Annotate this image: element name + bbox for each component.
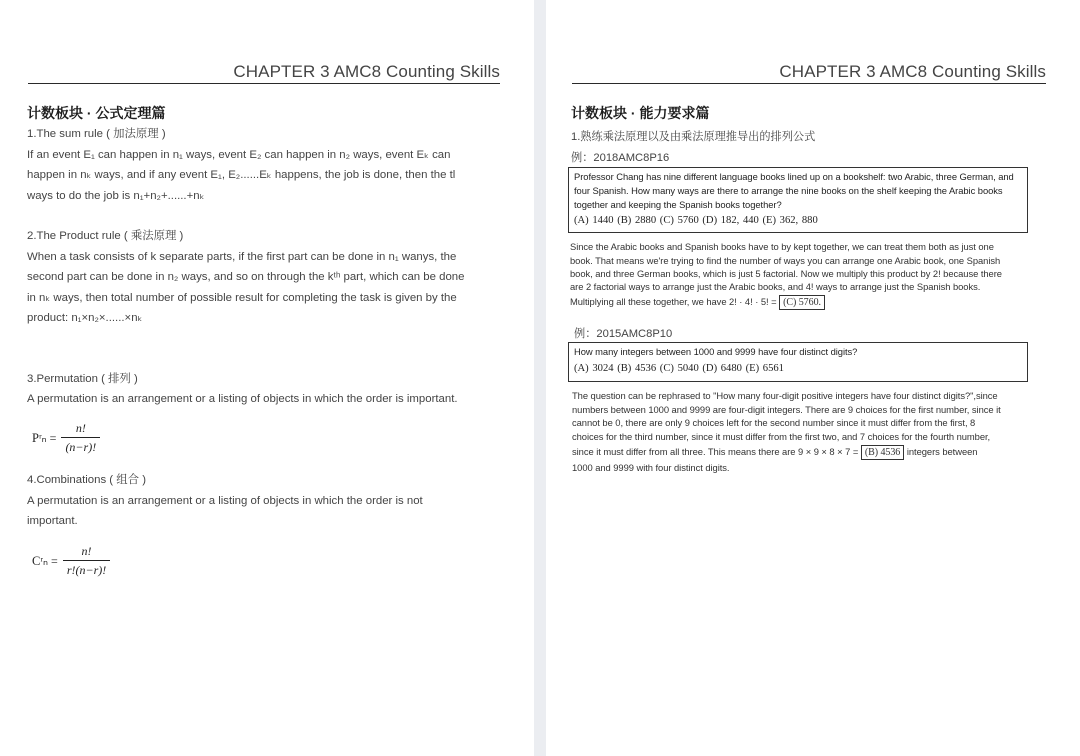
example-label: 例：2018AMC8P16 — [571, 152, 670, 164]
problem-line: Professor Chang has nine different language books lined up on a bookshelf: two Arabic, three German, and — [574, 171, 1014, 182]
problem-line: four Spanish. How many ways are there to arrange the nine books on the shelf keeping the Arabic books — [574, 185, 1003, 196]
sum-rule-line: ways to do the job is n₁+n₂+......+nₖ — [27, 190, 205, 202]
solution-text: Multiplying all these together, we have 2! · 4! · 5! = — [570, 296, 777, 307]
chapter-header: CHAPTER 3 AMC8 Counting Skills — [779, 62, 1046, 81]
product-rule-line: When a task consists of k separate parts, if the first part can be done in n₁ wanys, the — [27, 251, 457, 263]
solution-line: book, and three German books, which is just 5 factorial. Now we multiply this product by 2! because there — [570, 268, 1002, 279]
equals-sign: = — [51, 553, 58, 568]
sum-rule-heading: 1.The sum rule ( 加法原理 ) — [27, 128, 166, 140]
denominator: (n−r)! — [61, 437, 100, 455]
solution-line: cannot be 0, there are only 9 choices left for the second number since it must differ from the first, 8 — [572, 417, 976, 428]
boxed-answer: (B) 4536 — [861, 445, 904, 460]
solution-line: choices for the third number, since it must differ from the first two, and 7 choices for the fourth number, — [572, 431, 991, 442]
solution-line: The question can be rephrased to "How many four-digit positive integers have four distinct digits?",since — [572, 390, 998, 401]
product-rule-heading: 2.The Product rule ( 乘法原理 ) — [27, 230, 184, 242]
permutation-formula — [32, 421, 100, 455]
sum-rule-line: If an event E₁ can happen in n₁ ways, event E₂ can happen in n₂ ways, event Eₖ can — [27, 149, 451, 161]
boxed-answer: (C) 5760. — [779, 295, 825, 310]
problem-line: How many integers between 1000 and 9999 have four distinct digits? — [574, 346, 858, 357]
sum-rule-line: happen in nₖ ways, and if any event E₁, E₂......Eₖ happens, the job is done, then the tl — [27, 169, 456, 181]
combinations-definition: A permutation is an arrangement or a listing of objects in which the order is not — [27, 495, 423, 507]
numerator: n! — [75, 421, 86, 435]
combinations-definition: important. — [27, 515, 78, 527]
section-title: 计数板块 · 公式定理篇 — [27, 105, 166, 121]
solution-text: since it must differ from all three. This means there are 9 × 9 × 8 × 7 = — [572, 446, 859, 457]
combinations-heading: 4.Combinations ( 组合 ) — [27, 474, 147, 486]
product-rule-line: second part can be done in n₂ ways, and so on through the kᵗʰ part, which can be done — [27, 271, 465, 283]
problem-line: together and keeping the Spanish books together? — [574, 199, 782, 210]
problem-box — [568, 167, 1028, 233]
combination-formula — [32, 544, 110, 578]
header-rule — [572, 83, 1046, 84]
chapter-header: CHAPTER 3 AMC8 Counting Skills — [233, 62, 500, 81]
solution-line: numbers between 1000 and 9999 are four-digit integers. There are 9 choices for the first number, since it — [572, 404, 1001, 415]
left-page — [0, 0, 534, 756]
permutation-heading: 3.Permutation ( 排列 ) — [27, 373, 138, 385]
solution-line — [572, 445, 977, 460]
solution-line: 1000 and 9999 with four distinct digits. — [572, 462, 730, 473]
subtitle: 1.熟练乘法原理以及由乘法原理推导出的排列公式 — [571, 131, 816, 143]
answer-choices: (A) 3024 (B) 4536 (C) 5040 (D) 6480 (E) 6561 — [574, 363, 784, 374]
section-title: 计数板块 · 能力要求篇 — [571, 105, 710, 121]
permutation-symbol: Pʳₙ — [32, 431, 47, 445]
denominator: r!(n−r)! — [63, 560, 110, 578]
solution-line: are 2 factorial ways to arrange just the Arabic books, and 4! ways to arrange just the Spanish books. — [570, 281, 981, 292]
product-rule-line: in nₖ ways, then total number of possible result for completing the task is given by the — [27, 292, 457, 304]
combination-symbol: Cʳₙ — [32, 554, 49, 568]
example-label: 例：2015AMC8P10 — [574, 328, 673, 340]
permutation-definition: A permutation is an arrangement or a listing of objects in which the order is important. — [27, 393, 458, 405]
header-rule — [28, 83, 500, 84]
equals-sign: = — [49, 430, 57, 445]
solution-line: book. That means we're trying to find the number of ways you can arrange one Arabic book, one Spanish — [570, 255, 1001, 266]
solution-line: Since the Arabic books and Spanish books have to by kept together, we can treat them both as just one — [570, 241, 994, 252]
answer-choices: (A) 1440 (B) 2880 (C) 5760 (D) 182, 440 (E) 362, 880 — [574, 215, 818, 226]
solution-text: integers between — [906, 446, 978, 457]
solution-line — [570, 295, 825, 310]
numerator: n! — [81, 544, 92, 558]
product-rule-line: product: n₁×n₂×......×nₖ — [27, 312, 143, 324]
problem-box — [568, 342, 1028, 382]
fraction — [61, 421, 100, 455]
fraction — [63, 544, 110, 578]
right-page — [546, 0, 1080, 756]
